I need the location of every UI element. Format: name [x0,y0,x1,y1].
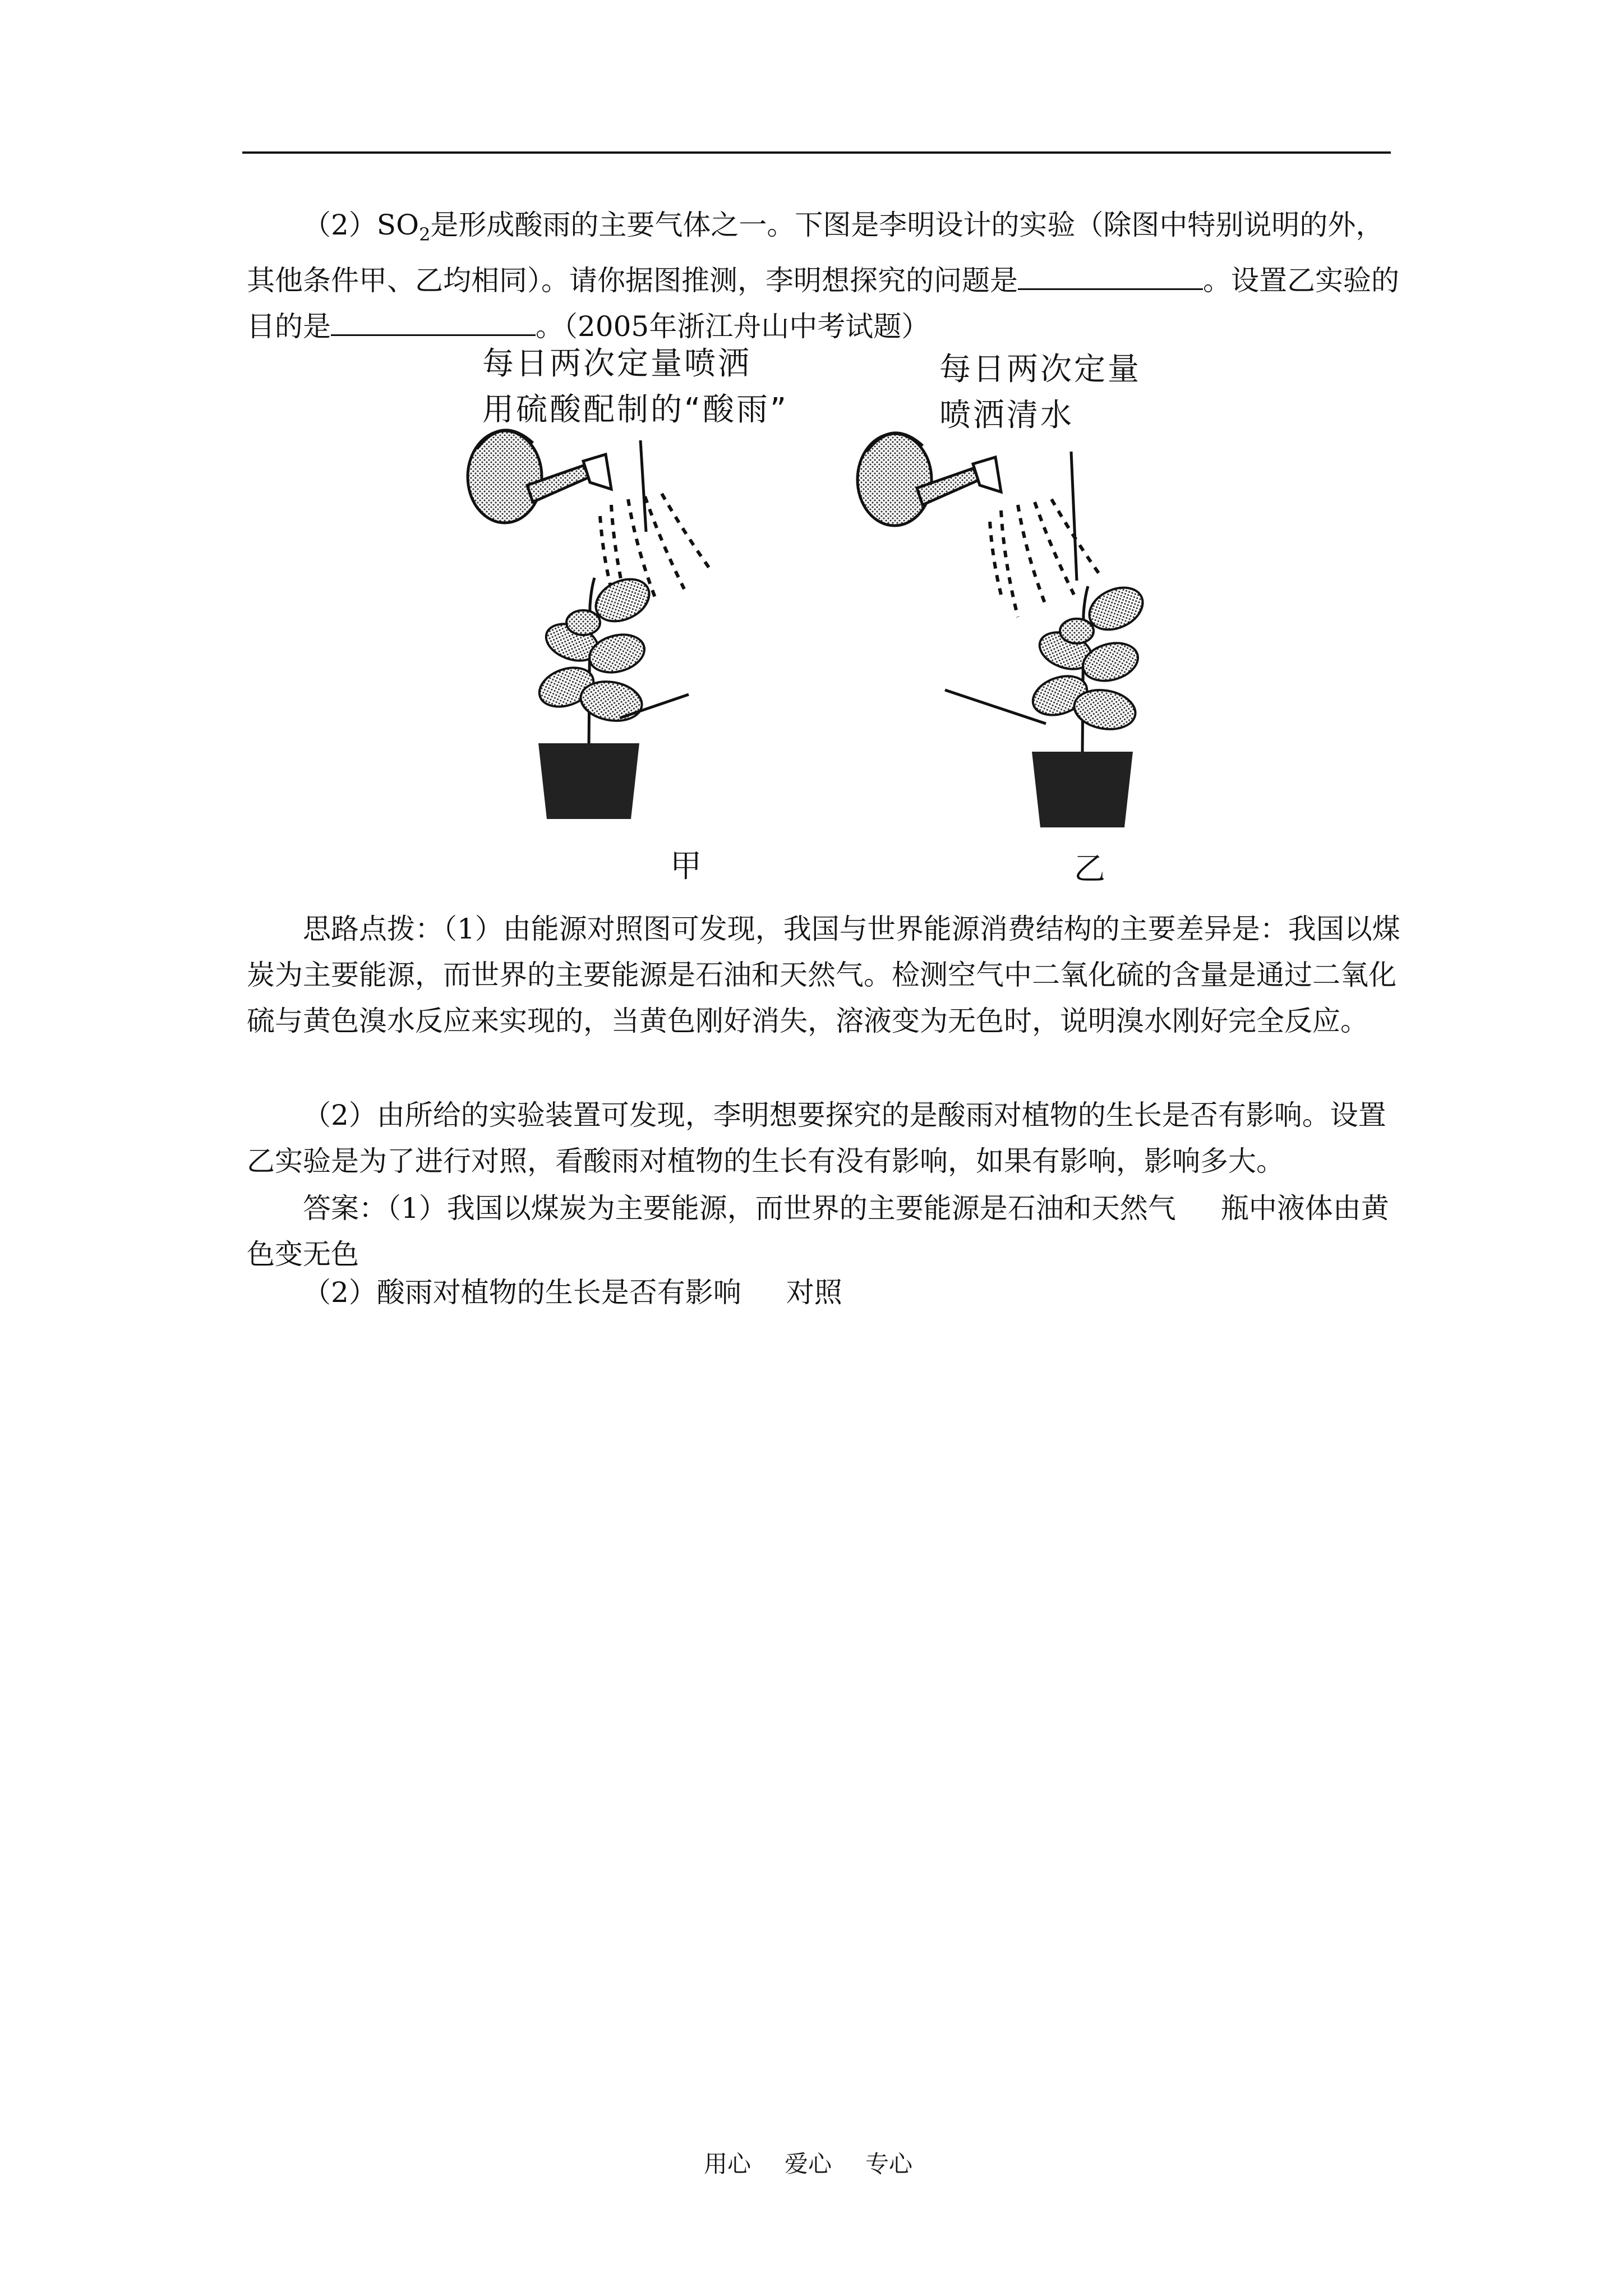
left-plant-icon [534,571,656,746]
experiment-illustration [443,342,1172,886]
answer-1-text: 答案：（1）我国以煤炭为主要能源，而世界的主要能源是石油和天然气 [303,1192,1176,1225]
left-caption-line1: 每日两次定量喷洒 [482,346,751,382]
right-plant-icon [1027,579,1150,754]
question-mid: 。设置乙实验的目的是 [247,264,1399,343]
footer-item-3: 专心 [865,2150,913,2178]
right-pot-icon [1032,752,1133,827]
page-footer [704,2146,946,2179]
right-caption-pointer [1071,452,1077,581]
header-rule [242,151,1391,154]
analysis-paragraph-1: 思路点拨：（1）由能源对照图可发现，我国与世界能源消费结构的主要差异是：我国以煤炭为主要能源，而世界的主要能源是石油和天然气。检测空气中二氧化硫的含量是通过二氧化硫与黄色溴水反应来实现的，当黄色刚好消失，溶液变为无色时，说明溴水刚好完全反应。 [247,913,1400,1037]
analysis-paragraph-2: （2）由所给的实验装置可发现，李明想要探究的是酸雨对植物的生长是否有影响。设置乙实验是为了进行对照，看酸雨对植物的生长有没有影响，如果有影响，影响多大。 [247,1099,1386,1177]
left-watering-can-icon [468,430,611,523]
question-source: 。（2005年浙江舟山中考试题） [536,310,930,343]
experiment-figure [443,342,1172,886]
question-intro: （2）SO [303,209,419,241]
footer-item-2: 爱心 [785,2150,832,2178]
answer-blank-2[interactable] [331,310,536,336]
answer-blank-1[interactable] [1018,264,1203,290]
so2-subscript: 2 [419,224,431,245]
question-text: 是形成酸雨的主要气体之一。下图是李明设计的实验（除图中特别说明的外，其他条件甲、乙均相同）。请你据图推测，李明想探究的问题是 [247,209,1384,297]
left-pot-icon [538,743,639,819]
right-label: 乙 [1074,851,1105,887]
right-plant-pointer [945,690,1046,724]
answer-paragraph-2 [247,1269,1402,1315]
left-caption-pointer [640,440,646,532]
footer-item-1: 用心 [704,2150,751,2178]
right-watering-can-icon [857,433,1001,526]
right-caption-line2: 喷洒清水 [939,397,1074,434]
right-caption-line1: 每日两次定量 [939,351,1141,388]
left-caption-line2: 用硫酸配制的“酸雨” [482,392,789,428]
question-paragraph [247,202,1402,349]
answer-2-text: （2）酸雨对植物的生长是否有影响 [303,1276,741,1309]
answer-2-extra: 对照 [786,1276,842,1309]
answer-paragraph-1 [247,1185,1402,1277]
left-label: 甲 [670,848,702,885]
answer-1-extra: 瓶中液体由黄色变无色 [247,1192,1389,1271]
